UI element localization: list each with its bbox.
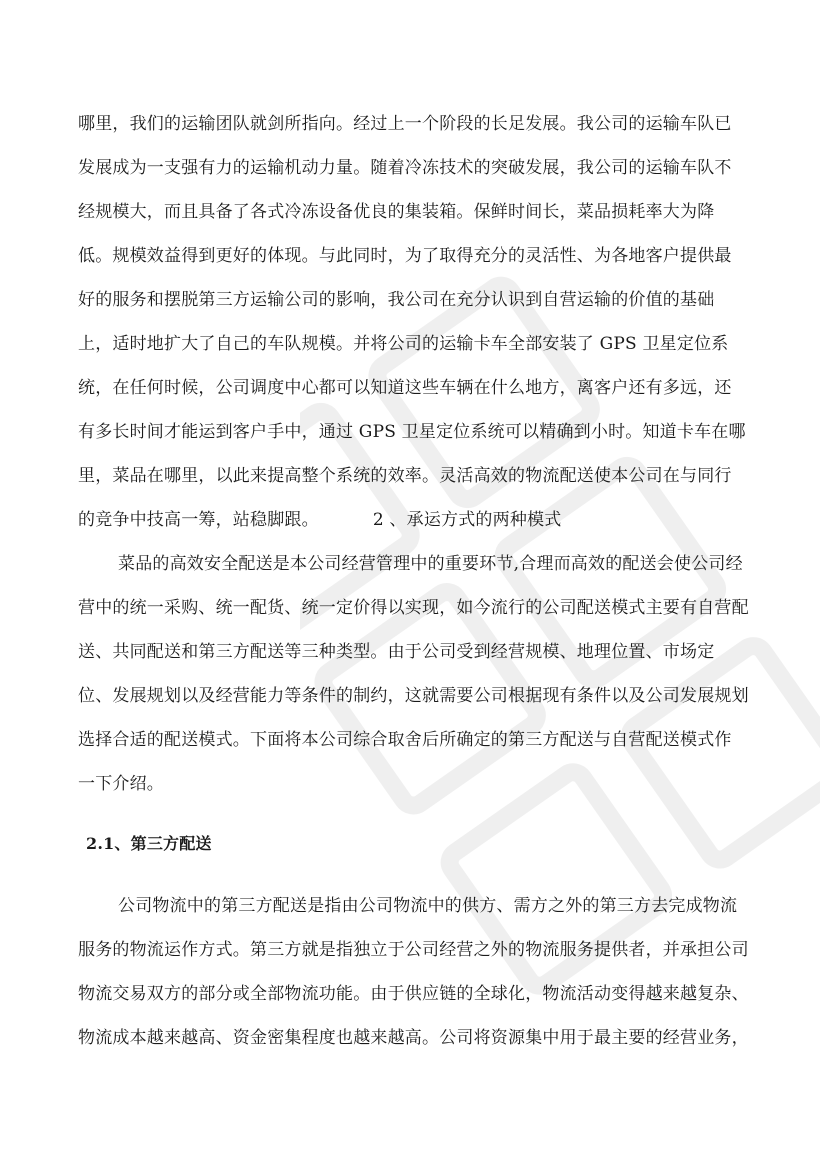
paragraph-1-line-7: 统，在任何时候，公司调度中心都可以知道这些车辆在什么地方，离客户还有多远，还 xyxy=(78,378,732,398)
paragraph-1-line-6: 上，适时地扩大了自己的车队规模。并将公司的运输卡车全部安装了 GPS 卫星定位系 xyxy=(78,334,729,354)
paragraph-1-line-2: 发展成为一支强有力的运输机动力量。随着冷冻技术的突破发展，我公司的运输车队不 xyxy=(78,158,732,178)
paragraph-2-line-6: 一下介绍。 xyxy=(78,774,164,794)
paragraph-3-line-3: 物流交易双方的部分或全部物流功能。由于供应链的全球化，物流活动变得越来越复杂、 xyxy=(78,984,749,1004)
paragraph-1-line-4: 低。规模效益得到更好的体现。与此同时，为了取得充分的灵活性、为各地客户提供最 xyxy=(78,246,732,266)
paragraph-1-line-9: 里，菜品在哪里，以此来提高整个系统的效率。灵活高效的物流配送使本公司在与同行 xyxy=(78,466,732,486)
paragraph-1-line-8: 有多长时间才能运到客户手中，通过 GPS 卫星定位系统可以精确到小时。知道卡车在哪 xyxy=(78,422,746,442)
paragraph-3-line-2: 服务的物流运作方式。第三方就是指独立于公司经营之外的物流服务提供者，并承担公司 xyxy=(78,940,749,960)
paragraph-2-line-1: 菜品的高效安全配送是本公司经营管理中的重要环节,合理而高效的配送会使公司经 xyxy=(118,554,743,574)
paragraph-1-line-5: 好的服务和摆脱第三方运输公司的影响，我公司在充分认识到自营运输的价值的基础 xyxy=(78,290,715,310)
paragraph-1-last-line xyxy=(78,509,754,531)
paragraph-2-line-5: 选择合适的配送模式。下面将本公司综合取舍后所确定的第三方配送与自营配送模式作 xyxy=(78,730,732,750)
paragraph-1-line-1: 哪里，我们的运输团队就剑所指向。经过上一个阶段的长足发展。我公司的运输车队已 xyxy=(78,114,732,134)
section-2-1-heading: 2.1、第三方配送 xyxy=(86,834,212,853)
paragraph-2-line-3: 送、共同配送和第三方配送等三种类型。由于公司受到经营规模、地理位置、市场定 xyxy=(78,642,715,662)
paragraph-1-line-3: 经规模大，而且具备了各式冷冻设备优良的集装箱。保鲜时间长，菜品损耗率大为降 xyxy=(78,202,715,222)
paragraph-1-last-text: 的竞争中技高一筹，站稳脚跟。 xyxy=(78,510,319,530)
paragraph-2-line-4: 位、发展规划以及经营能力等条件的制约，这就需要公司根据现有条件以及公司发展规划 xyxy=(78,686,749,706)
paragraph-3-line-4: 物流成本越来越高、资金密集程度也越来越高。公司将资源集中用于最主要的经营业务， xyxy=(78,1028,749,1048)
section-2-heading: 2 、承运方式的两种模式 xyxy=(372,510,562,530)
paragraph-3-line-1: 公司物流中的第三方配送是指由公司物流中的供方、需方之外的第三方去完成物流 xyxy=(118,896,738,916)
paragraph-2-line-2: 营中的统一采购、统一配货、统一定价得以实现，如今流行的公司配送模式主要有自营配 xyxy=(78,598,749,618)
